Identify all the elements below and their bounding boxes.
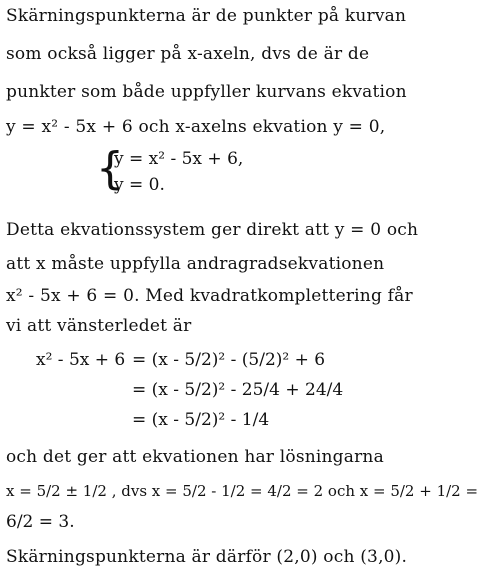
text-line-1: Skärningspunkterna är de punkter på kurvan [6, 6, 407, 26]
text-line-4: y = x² - 5x + 6 och x-axelns ekvation y = 0, [6, 117, 386, 137]
text-line-5: Detta ekvationssystem ger direkt att y = 0 och [6, 220, 419, 240]
system-equation-1: y = x² - 5x + 6, [114, 149, 244, 169]
equation-system [96, 143, 246, 199]
system-equation-2: y = 0. [114, 175, 165, 195]
curly-brace: { [96, 143, 124, 194]
text-line-2: som också ligger på x-axeln, dvs de är de [6, 44, 370, 64]
derivation-lhs: x² - 5x + 6 [36, 350, 126, 370]
derivation-row-1: = (x - 5/2)² - (5/2)² + 6 [132, 350, 326, 370]
solutions-line-1: x = 5/2 ± 1/2 , dvs x = 5/2 - 1/2 = 4/2 = 2 och x = 5/2 + 1/2 = [6, 482, 478, 500]
solutions-line-2: 6/2 = 3. [6, 512, 75, 532]
text-line-8: vi att vänsterledet är [6, 316, 192, 336]
text-line-6: att x måste uppfylla andragradsekvationen [6, 254, 385, 274]
text-line-3: punkter som både uppfyller kurvans ekvation [6, 82, 407, 102]
derivation-row-2: = (x - 5/2)² - 25/4 + 24/4 [132, 380, 344, 400]
derivation-row-3: = (x - 5/2)² - 1/4 [132, 410, 270, 430]
text-line-10: Skärningspunkterna är därför (2,0) och (3,0). [6, 547, 408, 567]
text-line-7: x² - 5x + 6 = 0. Med kvadratkomplettering får [6, 286, 413, 306]
text-line-9: och det ger att ekvationen har lösningarna [6, 447, 384, 467]
